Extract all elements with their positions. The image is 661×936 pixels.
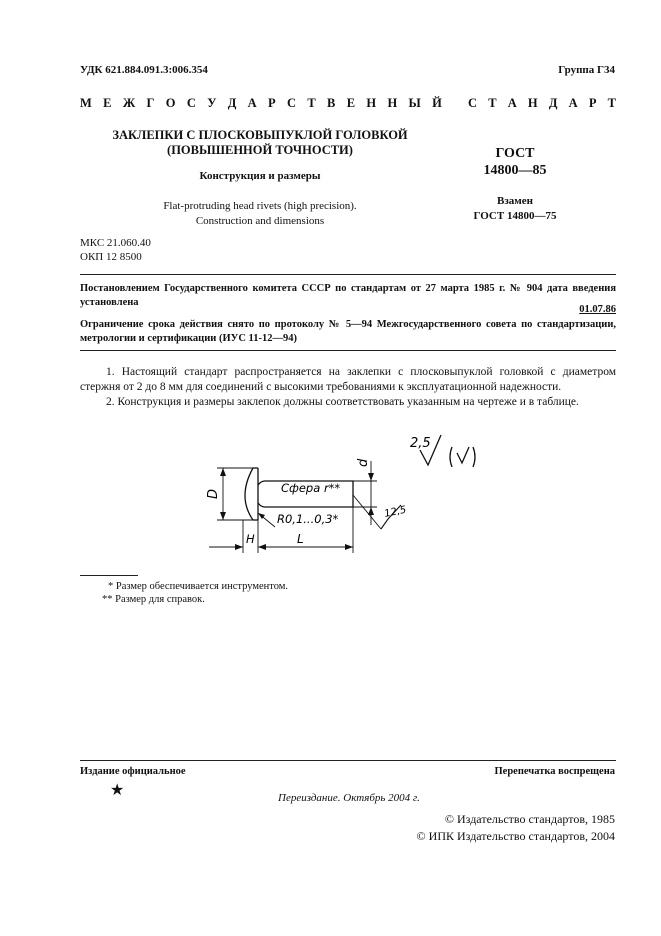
title-en-line-2: Construction and dimensions <box>195 215 325 227</box>
banner-letter: Р <box>588 96 597 110</box>
banner-letter: С <box>287 96 297 110</box>
roughness-paren-left <box>450 447 452 467</box>
banner-letter: Г <box>146 96 155 110</box>
mks-code: МКС 21.060.40 <box>80 237 151 249</box>
divider-top <box>80 274 616 275</box>
subtitle-russian: Конструкция и размеры <box>199 170 321 182</box>
footnote-2: ** Размер для справок. <box>102 594 205 605</box>
paragraph-2: 2. Конструкция и размеры заклепок должны соответствовать указанным на чертеже и в таблице. <box>106 396 579 408</box>
label-roughness-main: 2,5 <box>410 436 431 451</box>
edition-label: Издание официальное <box>80 766 186 777</box>
banner-letter: Н <box>366 96 377 110</box>
divider-bottom <box>80 760 616 761</box>
footnote-divider <box>80 575 138 576</box>
footnotes <box>80 575 288 606</box>
divider-middle <box>80 350 616 351</box>
title-en-line-1: Flat-protruding head rivets (high precision). <box>163 200 357 212</box>
banner-letter: Т <box>488 96 497 110</box>
footnote-1: * Размер обеспечивается инструментом. <box>108 581 289 592</box>
rivet-head-outline <box>245 468 253 520</box>
title-english <box>80 199 440 229</box>
decree-text: Постановлением Государственного комитета СССР по стандартам от 27 марта 1985 г. № 904 дата введения установлена <box>80 283 616 308</box>
replaces-label: Взамен <box>497 195 533 207</box>
copyright-2004: © ИПК Издательство стандартов, 2004 <box>416 829 615 843</box>
banner-letter: А <box>507 96 517 110</box>
banner-letter: С <box>186 96 196 110</box>
label-sphere: Сфера r** <box>281 481 341 495</box>
banner-letter: А <box>568 96 578 110</box>
banner-word-interstate <box>80 96 442 111</box>
roughness-leader <box>353 495 381 529</box>
label-D: D <box>206 488 221 499</box>
gost-designation <box>460 145 570 179</box>
roughness-paren-check-icon <box>457 447 469 463</box>
banner-letter: А <box>247 96 257 110</box>
banner-letter: В <box>327 96 336 110</box>
standard-banner <box>80 96 616 111</box>
okp-code: ОКП 12 8500 <box>80 251 142 263</box>
banner-letter: Р <box>268 96 276 110</box>
banner-letter: О <box>165 96 176 110</box>
paragraph-1: 1. Настоящий стандарт распространяется на заклепки с плосковыпуклой головкой с диаметром стержня от 2 до 8 мм для соединений с высокими требованиями к эксплуатационной надежности. <box>80 366 616 393</box>
reissue-note: Переиздание. Октябрь 2004 г. <box>278 792 420 804</box>
copyright-1985: © Издательство стандартов, 1985 <box>444 812 615 826</box>
banner-letter: Н <box>387 96 398 110</box>
title-russian <box>80 128 440 158</box>
banner-letter: Ы <box>408 96 421 110</box>
banner-letter: Ж <box>122 96 136 110</box>
banner-letter: С <box>468 96 478 110</box>
reprint-notice: Перепечатка воспрещена <box>494 766 615 777</box>
banner-letter: Т <box>607 96 616 110</box>
banner-letter: Д <box>548 96 558 110</box>
label-d: d <box>356 458 371 467</box>
replaces-number: ГОСТ 14800—75 <box>473 210 557 222</box>
roughness-paren-right <box>473 447 475 467</box>
banner-letter: Н <box>527 96 538 110</box>
title-line-2: (ПОВЫШЕННОЙ ТОЧНОСТИ) <box>167 143 353 157</box>
rivet-drawing <box>195 425 495 565</box>
banner-word-standard <box>468 96 616 111</box>
banner-letter: У <box>207 96 217 110</box>
gost-label: ГОСТ <box>495 146 535 161</box>
group-code: Группа Г34 <box>558 64 615 76</box>
label-H: H <box>246 532 255 546</box>
star-icon: ★ <box>110 782 125 799</box>
title-line-1: ЗАКЛЕПКИ С ПЛОСКОВЫПУКЛОЙ ГОЛОВКОЙ <box>112 128 408 142</box>
banner-letter: М <box>80 96 92 110</box>
label-roughness-12-5: 12,5 <box>383 504 408 520</box>
banner-letter: Е <box>103 96 112 110</box>
gost-number: 14800—85 <box>483 163 547 178</box>
restriction-text: Ограничение срока действия снято по протоколу № 5—94 Межгосударственного совета по стандартизации, метрологии и сертификации (ИУС 11-12—94) <box>80 319 616 344</box>
label-L: L <box>297 532 304 546</box>
udk-code: УДК 621.884.091.3:006.354 <box>80 64 208 76</box>
banner-letter: Е <box>346 96 356 110</box>
banner-letter: Й <box>432 96 442 110</box>
banner-letter: Т <box>307 96 316 110</box>
banner-letter: Д <box>227 96 237 110</box>
classification-codes <box>80 236 151 264</box>
label-radius: R0,1...0,3* <box>277 512 339 526</box>
replaces-block <box>450 194 580 224</box>
introduction-date: 01.07.86 <box>579 304 616 315</box>
